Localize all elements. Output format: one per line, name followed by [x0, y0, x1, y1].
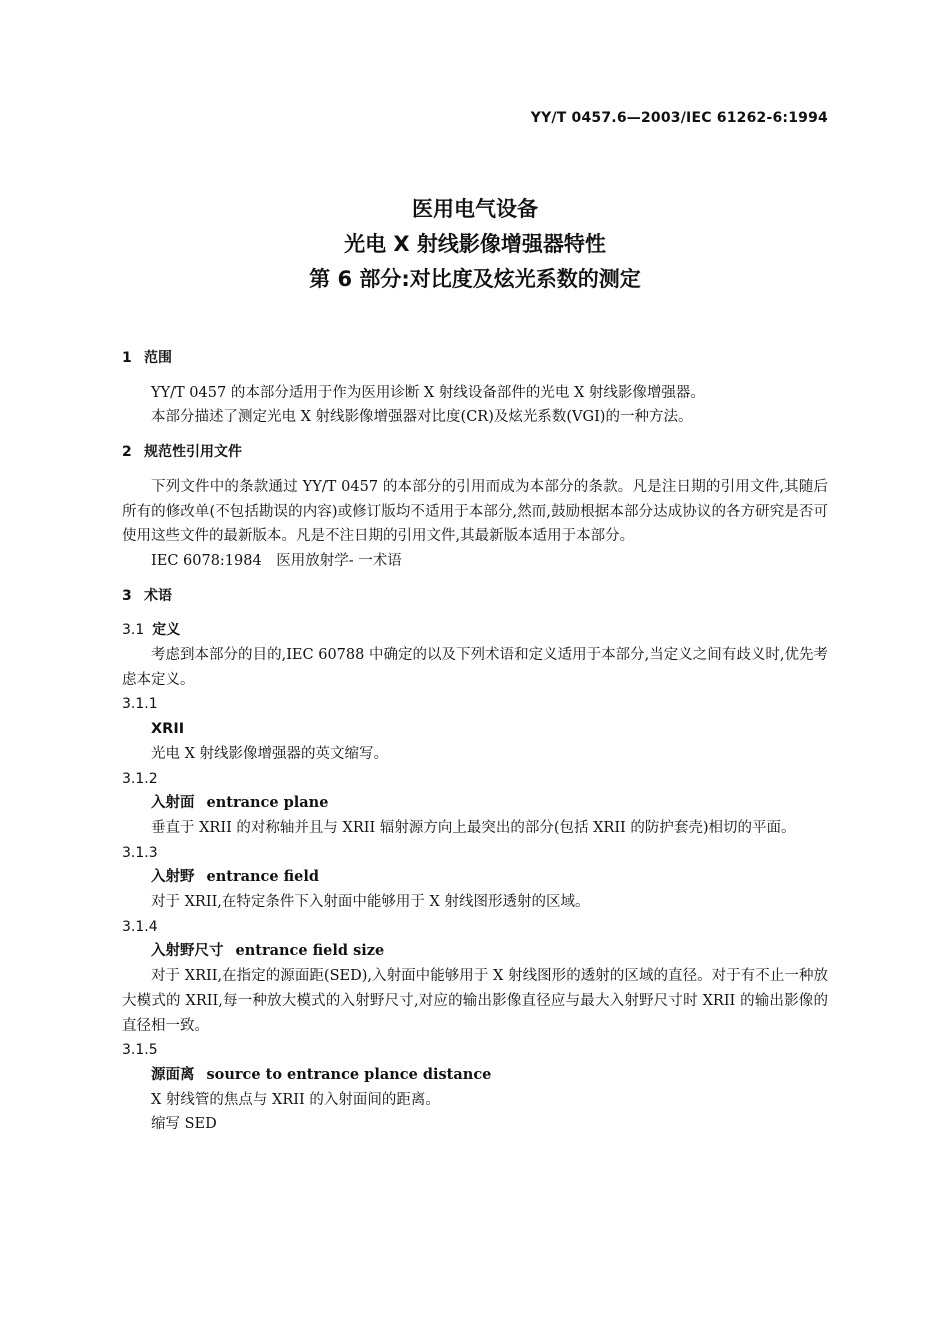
term-name: 入射面 — [151, 795, 195, 812]
term-definition: 光电 X 射线影像增强器的英文缩写。 — [151, 745, 389, 762]
term-number: 3.1.3 — [122, 844, 158, 861]
term-name: XRII — [151, 721, 185, 738]
term-heading — [122, 791, 828, 816]
term-definition: X 射线管的焦点与 XRII 的入射面间的距离。 — [151, 1091, 440, 1108]
section-2-title: 规范性引用文件 — [144, 444, 242, 461]
title-line-1: 医用电气设备 — [412, 197, 538, 221]
document-title — [0, 192, 950, 297]
standard-code: YY/T 0457.6—2003/IEC 61262-6:1994 — [530, 110, 828, 126]
term-number: 3.1.5 — [122, 1042, 158, 1059]
subsection-3-1-heading — [122, 618, 828, 643]
section-1-number: 1 — [122, 350, 132, 366]
section-2-paragraph: 下列文件中的条款通过 YY/T 0457 的本部分的引用而成为本部分的条款。凡是注日期的引用文件,其随后所有的修改单(不包括勘误的内容)或修订版均不适用于本部分,然而,鼓励根据本部分达成协议的各方研究是否可使用这些文件的最新版本。凡是不注日期的引用文件,其最新版本适用于本部分。 — [122, 478, 828, 545]
document-body — [122, 346, 828, 1137]
term-english: entrance plane — [206, 794, 329, 812]
term-english: source to entrance plance distance — [206, 1065, 492, 1083]
section-1-paragraph-2: 本部分描述了测定光电 X 射线影像增强器对比度(CR)及炫光系数(VGI)的一种方法。 — [151, 409, 693, 426]
term-number: 3.1.2 — [122, 770, 158, 787]
term-name: 入射野 — [151, 869, 195, 886]
title-line-2: 光电 X 射线影像增强器特性 — [344, 232, 606, 256]
term-name: 入射野尺寸 — [151, 943, 224, 960]
term-definition: 对于 XRII,在特定条件下入射面中能够用于 X 射线图形透射的区域。 — [151, 894, 590, 911]
section-3-heading — [122, 584, 828, 609]
section-1-title: 范围 — [144, 350, 172, 366]
term-heading — [122, 1063, 828, 1088]
section-3-title: 术语 — [144, 587, 172, 604]
term-number: 3.1.1 — [122, 696, 158, 713]
section-2-number: 2 — [122, 444, 132, 461]
term-heading — [122, 717, 828, 742]
subsection-3-1-paragraph: 考虑到本部分的目的,IEC 60788 中确定的以及下列术语和定义适用于本部分,当定义之间有歧义时,优先考虑本定义。 — [122, 647, 828, 688]
term-english: entrance field size — [235, 942, 385, 960]
normative-reference: IEC 6078:1984 医用放射学- 一术语 — [151, 552, 402, 569]
term-definition: 对于 XRII,在指定的源面距(SED),入射面中能够用于 X 射线图形的透射的区域的直径。对于有不止一种放大模式的 XRII,每一种放大模式的入射野尺寸,对应的输出影像直径应与最大入射野尺寸时 XRII 的输出影像的直径相一致。 — [122, 968, 828, 1034]
subsection-3-1-number: 3.1 — [122, 622, 145, 639]
section-3-number: 3 — [122, 587, 132, 604]
term-english: entrance field — [206, 868, 320, 886]
term-heading — [122, 865, 828, 890]
section-2-heading — [122, 440, 828, 465]
term-name: 源面离 — [151, 1066, 195, 1083]
section-1-paragraph-1: YY/T 0457 的本部分适用于作为医用诊断 X 射线设备部件的光电 X 射线影像增强器。 — [151, 384, 705, 401]
term-note: 缩写 SED — [151, 1116, 217, 1133]
term-number: 3.1.4 — [122, 918, 158, 935]
term-definition: 垂直于 XRII 的对称轴并且与 XRII 辐射源方向上最突出的部分(包括 XRII 的防护套壳)相切的平面。 — [151, 819, 796, 836]
section-1-heading — [122, 346, 828, 371]
title-line-3: 第 6 部分:对比度及炫光系数的测定 — [309, 267, 641, 291]
subsection-3-1-title: 定义 — [152, 622, 181, 639]
term-heading — [122, 939, 828, 964]
